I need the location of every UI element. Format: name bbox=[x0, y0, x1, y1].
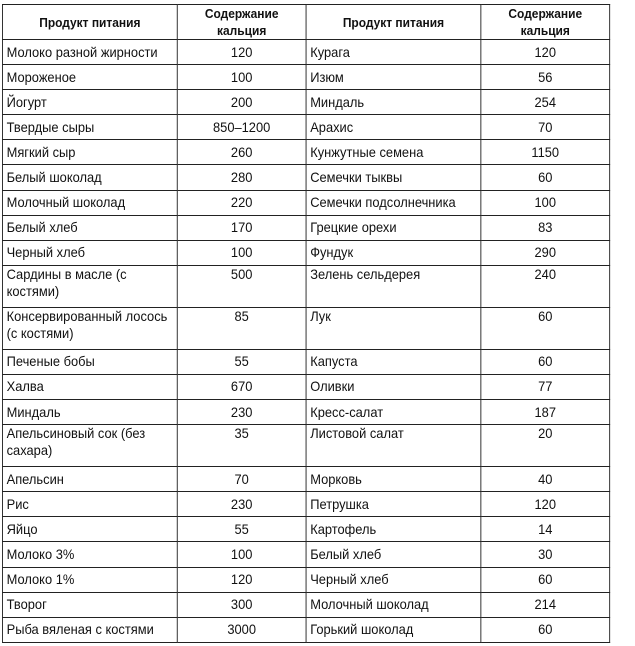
left-calcium-value: 35 bbox=[177, 425, 306, 467]
table-row bbox=[2, 140, 609, 165]
left-calcium-value: 100 bbox=[177, 65, 306, 90]
table-row bbox=[2, 467, 609, 492]
left-product-name: Апельсиновый сок (без сахара) bbox=[2, 425, 177, 467]
right-product-name: Грецкие орехи bbox=[306, 215, 481, 240]
left-product-name: Рыба вяленая с костями bbox=[2, 617, 177, 642]
left-calcium-value: 220 bbox=[177, 190, 306, 215]
left-calcium-value: 120 bbox=[177, 567, 306, 592]
header-calcium-content-right: Содержание кальция bbox=[481, 5, 610, 40]
left-calcium-value: 100 bbox=[177, 542, 306, 567]
right-product-name: Молочный шоколад bbox=[306, 592, 481, 617]
table-row bbox=[2, 400, 609, 425]
left-calcium-value: 55 bbox=[177, 517, 306, 542]
left-product-name: Халва bbox=[2, 374, 177, 399]
left-calcium-value: 200 bbox=[177, 90, 306, 115]
table-row bbox=[2, 617, 609, 642]
left-calcium-value: 300 bbox=[177, 592, 306, 617]
left-product-name: Яйцо bbox=[2, 517, 177, 542]
right-product-name: Черный хлеб bbox=[306, 567, 481, 592]
left-product-name: Молочный шоколад bbox=[2, 190, 177, 215]
right-calcium-value: 60 bbox=[481, 349, 610, 374]
left-calcium-value: 70 bbox=[177, 467, 306, 492]
right-calcium-value: 254 bbox=[481, 90, 610, 115]
table-row bbox=[2, 425, 609, 467]
table-row bbox=[2, 567, 609, 592]
right-calcium-value: 60 bbox=[481, 165, 610, 190]
right-calcium-value: 40 bbox=[481, 467, 610, 492]
left-calcium-value: 120 bbox=[177, 40, 306, 65]
right-calcium-value: 240 bbox=[481, 265, 610, 307]
left-calcium-value: 280 bbox=[177, 165, 306, 190]
header-food-product-right: Продукт питания bbox=[306, 5, 481, 40]
table-row bbox=[2, 190, 609, 215]
header-calcium-content-left: Содержание кальция bbox=[177, 5, 306, 40]
right-product-name: Морковь bbox=[306, 467, 481, 492]
left-product-name: Апельсин bbox=[2, 467, 177, 492]
right-product-name: Курага bbox=[306, 40, 481, 65]
right-product-name: Кунжутные семена bbox=[306, 140, 481, 165]
right-calcium-value: 60 bbox=[481, 617, 610, 642]
calcium-content-table bbox=[2, 4, 610, 643]
right-calcium-value: 30 bbox=[481, 542, 610, 567]
right-product-name: Кресс-салат bbox=[306, 400, 481, 425]
left-product-name: Сардины в масле (с костями) bbox=[2, 265, 177, 307]
right-calcium-value: 60 bbox=[481, 307, 610, 349]
left-calcium-value: 3000 bbox=[177, 617, 306, 642]
table-row bbox=[2, 492, 609, 517]
left-product-name: Молоко 1% bbox=[2, 567, 177, 592]
right-calcium-value: 120 bbox=[481, 492, 610, 517]
table-row bbox=[2, 115, 609, 140]
right-product-name: Картофель bbox=[306, 517, 481, 542]
left-product-name: Консервированный лосось (с костями) bbox=[2, 307, 177, 349]
left-product-name: Белый шоколад bbox=[2, 165, 177, 190]
table-row bbox=[2, 240, 609, 265]
table-body bbox=[2, 40, 609, 643]
right-product-name: Семечки тыквы bbox=[306, 165, 481, 190]
right-product-name: Листовой салат bbox=[306, 425, 481, 467]
right-product-name: Семечки подсолнечника bbox=[306, 190, 481, 215]
table-row bbox=[2, 65, 609, 90]
right-calcium-value: 290 bbox=[481, 240, 610, 265]
table-row bbox=[2, 592, 609, 617]
left-product-name: Белый хлеб bbox=[2, 215, 177, 240]
right-calcium-value: 100 bbox=[481, 190, 610, 215]
right-calcium-value: 14 bbox=[481, 517, 610, 542]
left-product-name: Творог bbox=[2, 592, 177, 617]
left-calcium-value: 670 bbox=[177, 374, 306, 399]
right-product-name: Изюм bbox=[306, 65, 481, 90]
left-calcium-value: 100 bbox=[177, 240, 306, 265]
right-product-name: Оливки bbox=[306, 374, 481, 399]
header-food-product-left: Продукт питания bbox=[2, 5, 177, 40]
table-row bbox=[2, 40, 609, 65]
table-header-row bbox=[2, 5, 609, 40]
right-product-name: Петрушка bbox=[306, 492, 481, 517]
right-product-name: Горький шоколад bbox=[306, 617, 481, 642]
table-row bbox=[2, 215, 609, 240]
right-calcium-value: 1150 bbox=[481, 140, 610, 165]
table-row bbox=[2, 374, 609, 399]
left-calcium-value: 260 bbox=[177, 140, 306, 165]
left-product-name: Рис bbox=[2, 492, 177, 517]
right-product-name: Арахис bbox=[306, 115, 481, 140]
left-product-name: Молоко 3% bbox=[2, 542, 177, 567]
right-calcium-value: 120 bbox=[481, 40, 610, 65]
right-calcium-value: 187 bbox=[481, 400, 610, 425]
right-calcium-value: 56 bbox=[481, 65, 610, 90]
table-row bbox=[2, 349, 609, 374]
left-product-name: Молоко разной жирности bbox=[2, 40, 177, 65]
left-product-name: Мягкий сыр bbox=[2, 140, 177, 165]
left-calcium-value: 170 bbox=[177, 215, 306, 240]
left-calcium-value: 230 bbox=[177, 400, 306, 425]
left-calcium-value: 230 bbox=[177, 492, 306, 517]
left-calcium-value: 55 bbox=[177, 349, 306, 374]
left-calcium-value: 850–1200 bbox=[177, 115, 306, 140]
right-calcium-value: 70 bbox=[481, 115, 610, 140]
left-product-name: Миндаль bbox=[2, 400, 177, 425]
table-row bbox=[2, 307, 609, 349]
right-product-name: Фундук bbox=[306, 240, 481, 265]
right-product-name: Капуста bbox=[306, 349, 481, 374]
left-product-name: Твердые сыры bbox=[2, 115, 177, 140]
right-calcium-value: 83 bbox=[481, 215, 610, 240]
table-row bbox=[2, 165, 609, 190]
right-calcium-value: 214 bbox=[481, 592, 610, 617]
right-product-name: Миндаль bbox=[306, 90, 481, 115]
table-row bbox=[2, 542, 609, 567]
right-calcium-value: 77 bbox=[481, 374, 610, 399]
left-calcium-value: 85 bbox=[177, 307, 306, 349]
left-product-name: Печеные бобы bbox=[2, 349, 177, 374]
right-calcium-value: 60 bbox=[481, 567, 610, 592]
right-product-name: Зелень сельдерея bbox=[306, 265, 481, 307]
left-calcium-value: 500 bbox=[177, 265, 306, 307]
table-row bbox=[2, 265, 609, 307]
left-product-name: Мороженое bbox=[2, 65, 177, 90]
left-product-name: Черный хлеб bbox=[2, 240, 177, 265]
left-product-name: Йогурт bbox=[2, 90, 177, 115]
table-row bbox=[2, 90, 609, 115]
right-product-name: Лук bbox=[306, 307, 481, 349]
table-row bbox=[2, 517, 609, 542]
right-product-name: Белый хлеб bbox=[306, 542, 481, 567]
right-calcium-value: 20 bbox=[481, 425, 610, 467]
